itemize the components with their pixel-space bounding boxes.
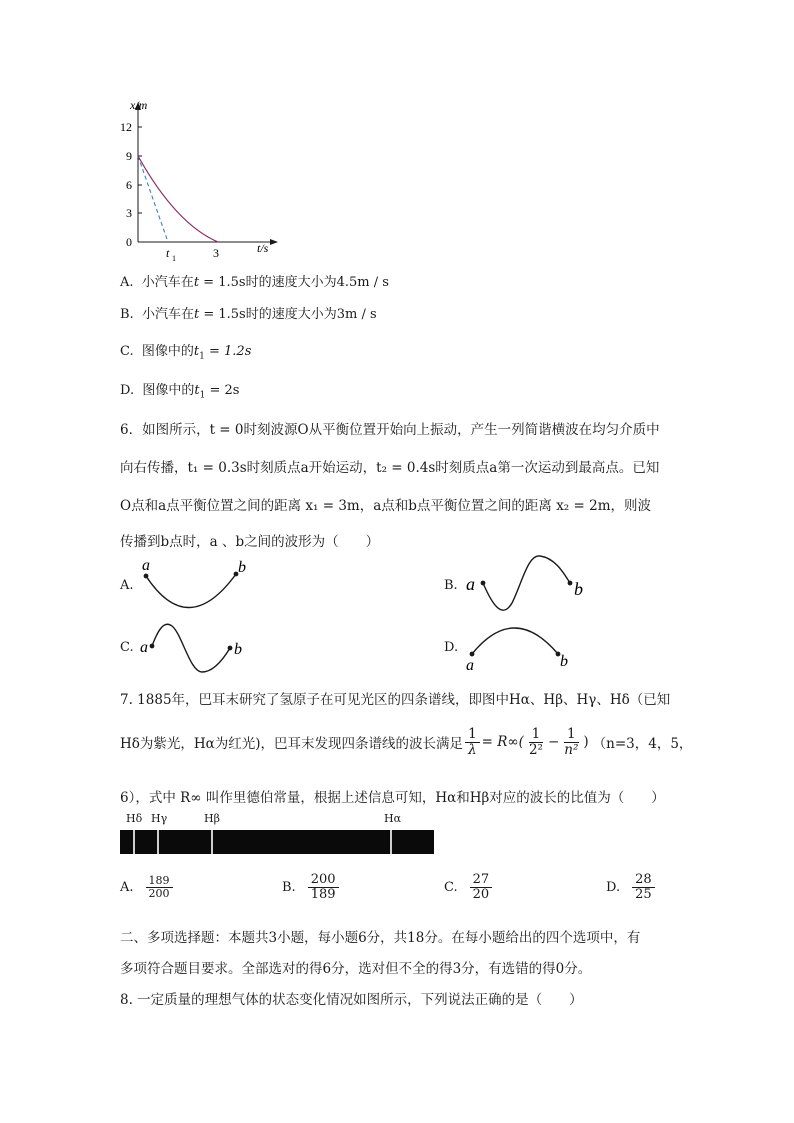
formula-f2 <box>561 727 581 756</box>
wave-a-curve <box>146 574 236 608</box>
q6-line1: 6．如图所示，t = 0时刻波源O从平衡位置开始向上振动，产生一列简谐横波在均匀介质中 <box>120 422 660 438</box>
q5-option-d <box>120 379 239 401</box>
option-label: C. <box>120 344 134 359</box>
point-a-dot <box>470 652 475 657</box>
option-label: D. <box>606 879 621 895</box>
point-b-label: b <box>560 653 568 670</box>
q5-option-c <box>120 340 251 362</box>
option-fraction <box>146 875 173 899</box>
frac-num: 200 <box>308 873 339 888</box>
frac-den: n² <box>564 741 579 758</box>
frac-den: 2² <box>528 741 543 758</box>
frac-num: 27 <box>470 873 493 888</box>
var-t: t <box>193 275 200 290</box>
q5-option-b <box>120 303 377 322</box>
option-text: 图像中的 <box>141 344 194 359</box>
formula-f1 <box>526 727 546 756</box>
option-fraction <box>470 873 493 901</box>
frac-num: 1 <box>465 727 480 742</box>
q7-line2 <box>120 722 692 762</box>
y-label-3: 3 <box>126 206 132 220</box>
option-label: D. <box>120 383 135 398</box>
option-cond: = 1.5s <box>199 307 246 322</box>
q7-option-a <box>120 868 175 906</box>
option-text: 时的速度大小为 <box>245 307 337 322</box>
option-label: A. <box>120 879 134 895</box>
y-axis-label: x/m <box>130 98 148 112</box>
xt-curve <box>138 156 218 242</box>
q7-line2-pre: Hδ为紫光，Hα为红光)，巴耳末发现四条谱线的波长满足 <box>120 736 464 752</box>
point-b-dot <box>568 581 573 586</box>
wave-b-curve <box>483 556 570 610</box>
wave-d-curve <box>472 628 558 654</box>
q6-waveform-d <box>462 618 574 674</box>
q5-option-a <box>120 271 389 290</box>
q6-waveform-c <box>138 618 250 676</box>
subscript: 1 <box>199 351 205 362</box>
y-label-12: 12 <box>120 120 132 134</box>
hydrogen-spectrum-bar <box>120 830 436 856</box>
frac-den: λ <box>468 741 477 758</box>
frac-den: 189 <box>310 886 336 902</box>
subscript: 1 <box>199 390 206 401</box>
point-b-dot <box>228 646 233 651</box>
var-t: t <box>193 307 200 322</box>
point-a-dot <box>481 581 486 586</box>
option-label: B. <box>120 307 134 322</box>
point-a-label: a <box>140 639 148 656</box>
section2-line1: 二、多项选择题：本题共3小题，每小题6分，共18分。在每小题给出的四个选项中，有 <box>120 930 641 946</box>
option-value: 4.5m / s <box>336 275 389 290</box>
frac-num: 189 <box>146 875 173 888</box>
xt-graph <box>110 96 290 264</box>
section2-line2: 多项符合题目要求。全部选对的得6分，选对但不全的得3分，有选错的得0分。 <box>120 961 592 977</box>
frac-num: 1 <box>529 727 544 742</box>
option-label: C. <box>444 879 458 895</box>
spectrum-background <box>120 830 434 854</box>
x-label-t1-sub: 1 <box>172 254 176 263</box>
frac-num: 28 <box>632 873 655 888</box>
q6-option-b-label: B. <box>444 578 458 593</box>
spectrum-label-hbeta: Hβ <box>204 812 220 825</box>
q7-line3: 6），式中 R∞ 叫作里德伯常量，根据上述信息可知，Hα和Hβ对应的波长的比值为（ ） <box>120 790 665 806</box>
q7-option-c <box>444 868 494 906</box>
x-label-3: 3 <box>213 246 219 260</box>
q6-waveform-a <box>138 556 250 614</box>
option-value: = 1.2s <box>204 344 252 359</box>
point-a-dot <box>144 574 149 579</box>
point-a-label: a <box>142 557 150 574</box>
option-text: 小汽车在 <box>141 307 194 322</box>
option-value: 3m / s <box>336 307 377 322</box>
spectrum-label-hgamma: Hγ <box>151 812 168 825</box>
spectrum-label-hdelta: Hδ <box>126 812 143 825</box>
q7-option-b <box>282 868 341 906</box>
point-a-dot <box>150 644 155 649</box>
formula-close: ) <box>583 734 589 750</box>
y-label-6: 6 <box>126 178 132 192</box>
wave-c-curve <box>152 624 230 672</box>
q6-waveform-b <box>462 550 592 616</box>
option-fraction <box>308 873 339 901</box>
point-b-label: b <box>238 559 246 576</box>
q6-line3: O点和a点平衡位置之间的距离 x₁ = 3m，a点和b点平衡位置之间的距离 x₂ = 2m，则波 <box>120 498 652 514</box>
point-b-label: b <box>574 579 583 599</box>
option-label: A. <box>120 275 134 290</box>
q8-text: 8. 一定质量的理想气体的状态变化情况如图所示，下列说法正确的是（ ） <box>120 992 583 1008</box>
var-t: t <box>194 383 200 398</box>
frac-den: 20 <box>472 886 490 902</box>
option-fraction <box>632 873 655 901</box>
option-label: B. <box>282 879 296 895</box>
q6-option-a-label: A. <box>120 578 134 593</box>
point-a-label: a <box>466 657 474 674</box>
q7-line2-post: （n=3，4，5， <box>592 736 693 752</box>
q7-line1: 7. 1885年，巴耳末研究了氢原子在可见光区的四条谱线，即图中Hα、Hβ、Hγ、Hδ（已知 <box>120 692 671 708</box>
q6-line4: 传播到b点时，a 、b之间的波形为（ ） <box>120 534 380 550</box>
frac-den: 25 <box>635 886 652 902</box>
x-label-t1: t <box>166 246 170 260</box>
formula-minus: − <box>547 734 560 750</box>
frac-num: 1 <box>564 727 579 742</box>
option-text: 图像中的 <box>142 383 195 398</box>
frac-den: 200 <box>148 886 170 900</box>
option-text: 小汽车在 <box>141 275 194 290</box>
formula-lhs <box>465 727 480 756</box>
q6-line2: 向右传播，t₁ = 0.3s时刻质点a开始运动，t₂ = 0.4s时刻质点a第一次运动到最高点。已知 <box>120 460 660 476</box>
q7-option-d <box>606 868 657 906</box>
option-text: 时的速度大小为 <box>245 275 337 290</box>
tangent-line <box>138 156 168 242</box>
x-axis-arrow <box>270 239 278 245</box>
x-axis-label: t/s <box>257 241 269 255</box>
point-b-label: b <box>234 641 242 658</box>
point-a-label: a <box>466 574 475 594</box>
option-value: = 2s <box>205 383 240 398</box>
y-label-0: 0 <box>126 235 132 249</box>
var-t: t <box>193 344 200 359</box>
q6-option-c-label: C. <box>120 640 134 655</box>
q6-option-d-label: D. <box>444 640 459 655</box>
formula-eq: = R∞( <box>481 734 524 750</box>
option-cond: = 1.5s <box>199 275 246 290</box>
y-label-9: 9 <box>126 149 132 163</box>
spectrum-label-halpha: Hα <box>384 812 402 825</box>
